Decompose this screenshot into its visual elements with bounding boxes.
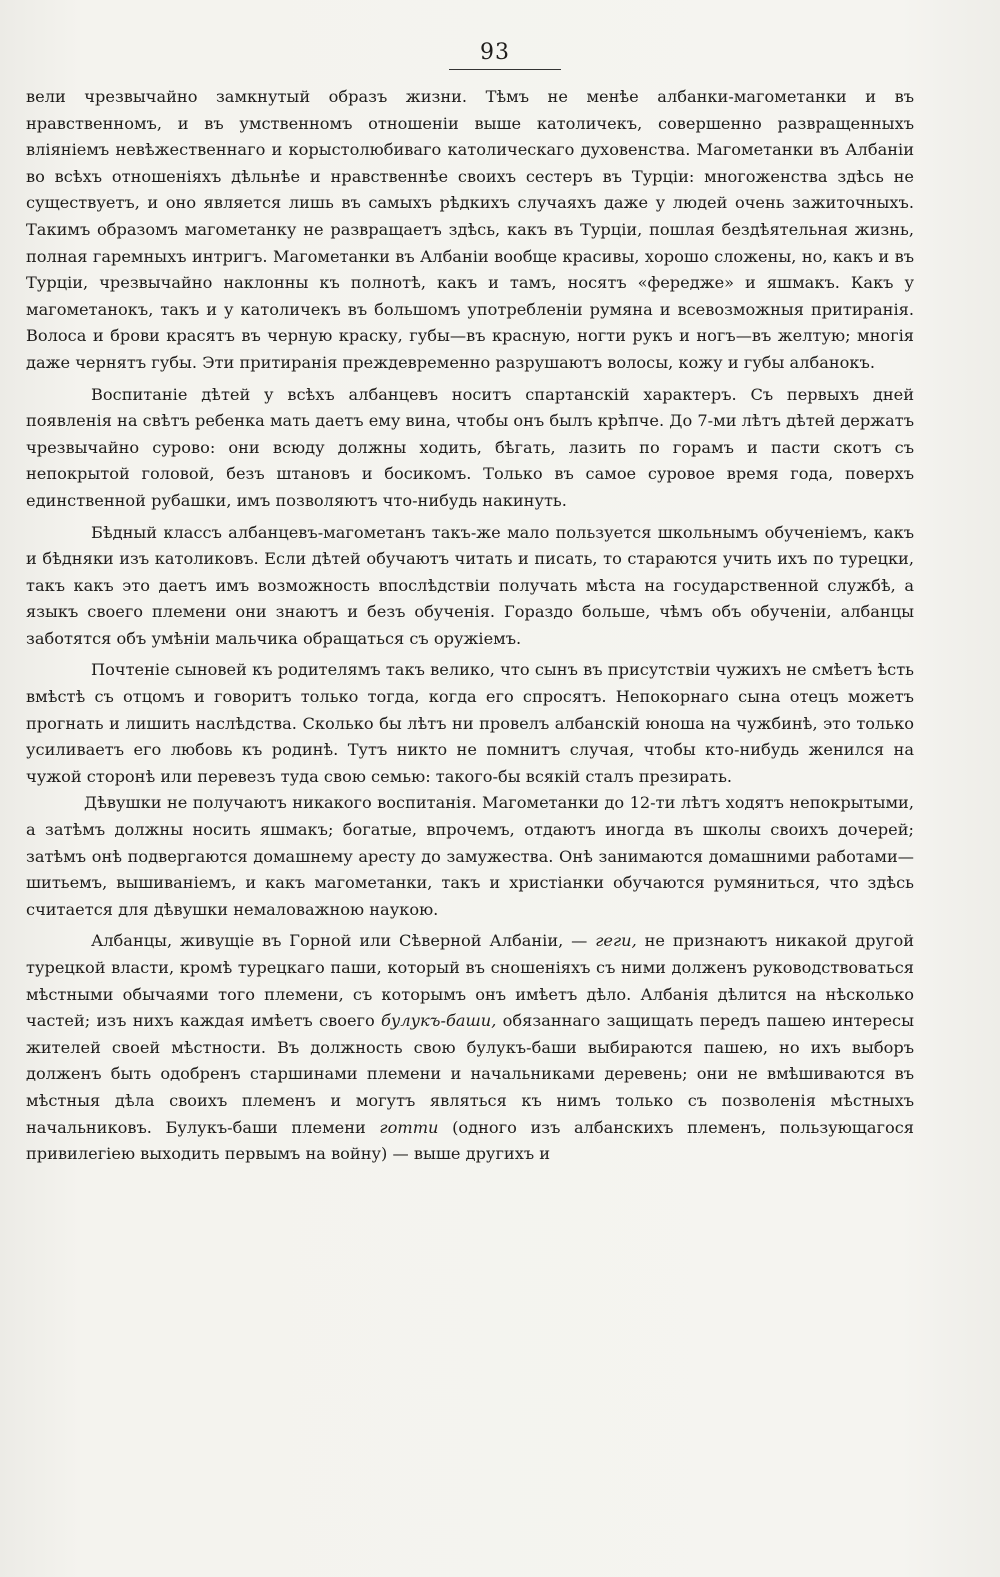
header-rule [449, 69, 561, 70]
page-number: 93 [480, 40, 510, 65]
paragraph-5: Дѣвушки не получаютъ никакого воспитанiя. Магометанки до 12-ти лѣтъ ходятъ непокрытыми, а затѣмъ должны носить яшмакъ; богатые, впрочемъ, отдаютъ иногда въ школы своихъ дочерей; затѣмъ онѣ подвергаются домашнему аресту до замужества. Онѣ занимаются домашними работами—шитьемъ, вышиванiемъ, и какъ магометанки, такъ и христiанки обучаются румяниться, что здѣсь считается для дѣвушки немаловажною наукою. [26, 793, 914, 919]
paragraph-3: Бѣдный классъ албанцевъ-магометанъ такъ-же мало пользуется школьнымъ обученiемъ, какъ и бѣдняки изъ католиковъ. Если дѣтей обучаютъ читать и писать, то стараются учить ихъ по турецки, такъ какъ это даетъ имъ возможность впослѣдствiи получать мѣста на государственной службѣ, а языкъ своего племени они знаютъ и безъ обученiя. Гораздо больше, чѣмъ объ обученiи, албанцы заботятся объ умѣнiи мальчика обращаться съ оружiемъ. [26, 522, 914, 648]
paragraph-6-text-1: Албанцы, живущiе въ Горной или Сѣверной Албанiи, — [91, 931, 596, 951]
paragraph-6-text-4: (одного изъ албанскихъ племенъ, пользующагося привилегiею выходить первымъ на войну) — выше другихъ и [26, 1117, 915, 1164]
paragraph-4: Почтенiе сыновей къ родителямъ такъ велико, что сынъ въ присутствiи чужихъ не смѣетъ ѣсть вмѣстѣ съ отцомъ и говоритъ только тогда, когда его спросятъ. Непокорнаго сына отецъ можетъ прогнать и лишить наслѣдства. Сколько бы лѣтъ ни провелъ албанскiй юноша на чужбинѣ, это только усиливаетъ его любовь къ родинѣ. Тутъ никто не помнитъ случая, чтобы кто-нибудь женился на чужой сторонѣ или перевезъ туда свою семью: такого-бы всякiй сталъ презирать. [26, 660, 914, 786]
paragraph-6-text-2: не признаютъ никакой другой турецкой власти, кромѣ турецкаго паши, который въ сношенiяхъ съ ними долженъ руководствоваться мѣстными обычаями того племени, съ которымъ онъ имѣетъ дѣло. Албанiя дѣлится на нѣсколько частей; изъ нихъ каждая имѣетъ своего [26, 931, 914, 1031]
body-text [26, 84, 914, 1168]
paragraph-6 [26, 928, 914, 1167]
term-gegi: геги, [595, 931, 637, 951]
paragraph-1: вели чрезвычайно замкнутый образъ жизни. Тѣмъ не менѣе албанки-магометанки и въ нравственномъ, и въ умственномъ отношенiи выше католичекъ, совершенно развращенныхъ влiянiемъ невѣжественнаго и корыстолюбиваго католическаго духовенства. Магометанки въ Албанiи во всѣхъ отношенiяхъ дѣльнѣе и нравственнѣе своихъ сестеръ въ Турцiи: многоженства здѣсь не существуетъ, и оно является лишь въ самыхъ рѣдкихъ случаяхъ даже у людей очень зажиточныхъ. Такимъ образомъ магометанку не развращаетъ здѣсь, какъ въ Турцiи, пошлая бездѣятельная жизнь, полная гаремныхъ интригъ. Магометанки въ Албанiи вообще красивы, хорошо сложены, но, какъ и въ Турцiи, чрезвычайно наклонны къ полнотѣ, какъ и тамъ, носятъ «фередже» и яшмакъ. Какъ у магометанокъ, такъ и у католичекъ въ большомъ употребленiи румяна и всевозможныя притиранiя. Волоса и брови красятъ въ черную краску, губы—въ красную, ногти рукъ и ногъ—въ желтую; многiя даже чернятъ губы. Эти притиранiя преждевременно разрушаютъ волосы, кожу и губы албанокъ. [26, 87, 914, 372]
paragraph-6-text-3: обязаннаго защищать передъ пашею интересы жителей своей мѣстности. Въ должность свою булукъ-баши выбираются пашею, но ихъ выборъ долженъ быть одобренъ старшинами племени и начальниками деревень; они не вмѣшиваются въ мѣстныя дѣла своихъ племенъ и могутъ являться къ нимъ только съ позволенiя мѣстныхъ начальниковъ. Булукъ-баши племени [26, 1011, 914, 1137]
paragraph-2: Воспитанiе дѣтей у всѣхъ албанцевъ носитъ спартанскiй характеръ. Съ первыхъ дней появленiя на свѣтъ ребенка мать даетъ ему вина, чтобы онъ былъ крѣпче. До 7-ми лѣтъ дѣтей держатъ чрезвычайно сурово: они всюду должны ходить, бѣгать, лазить по горамъ и пасти скотъ съ непокрытой головой, безъ штановъ и босикомъ. Только въ самое суровое время года, поверхъ единственной рубашки, имъ позволяютъ что-нибудь накинуть. [26, 384, 914, 510]
term-bulukbashi: булукъ-баши, [381, 1011, 497, 1031]
term-gotti: готти [379, 1117, 439, 1137]
